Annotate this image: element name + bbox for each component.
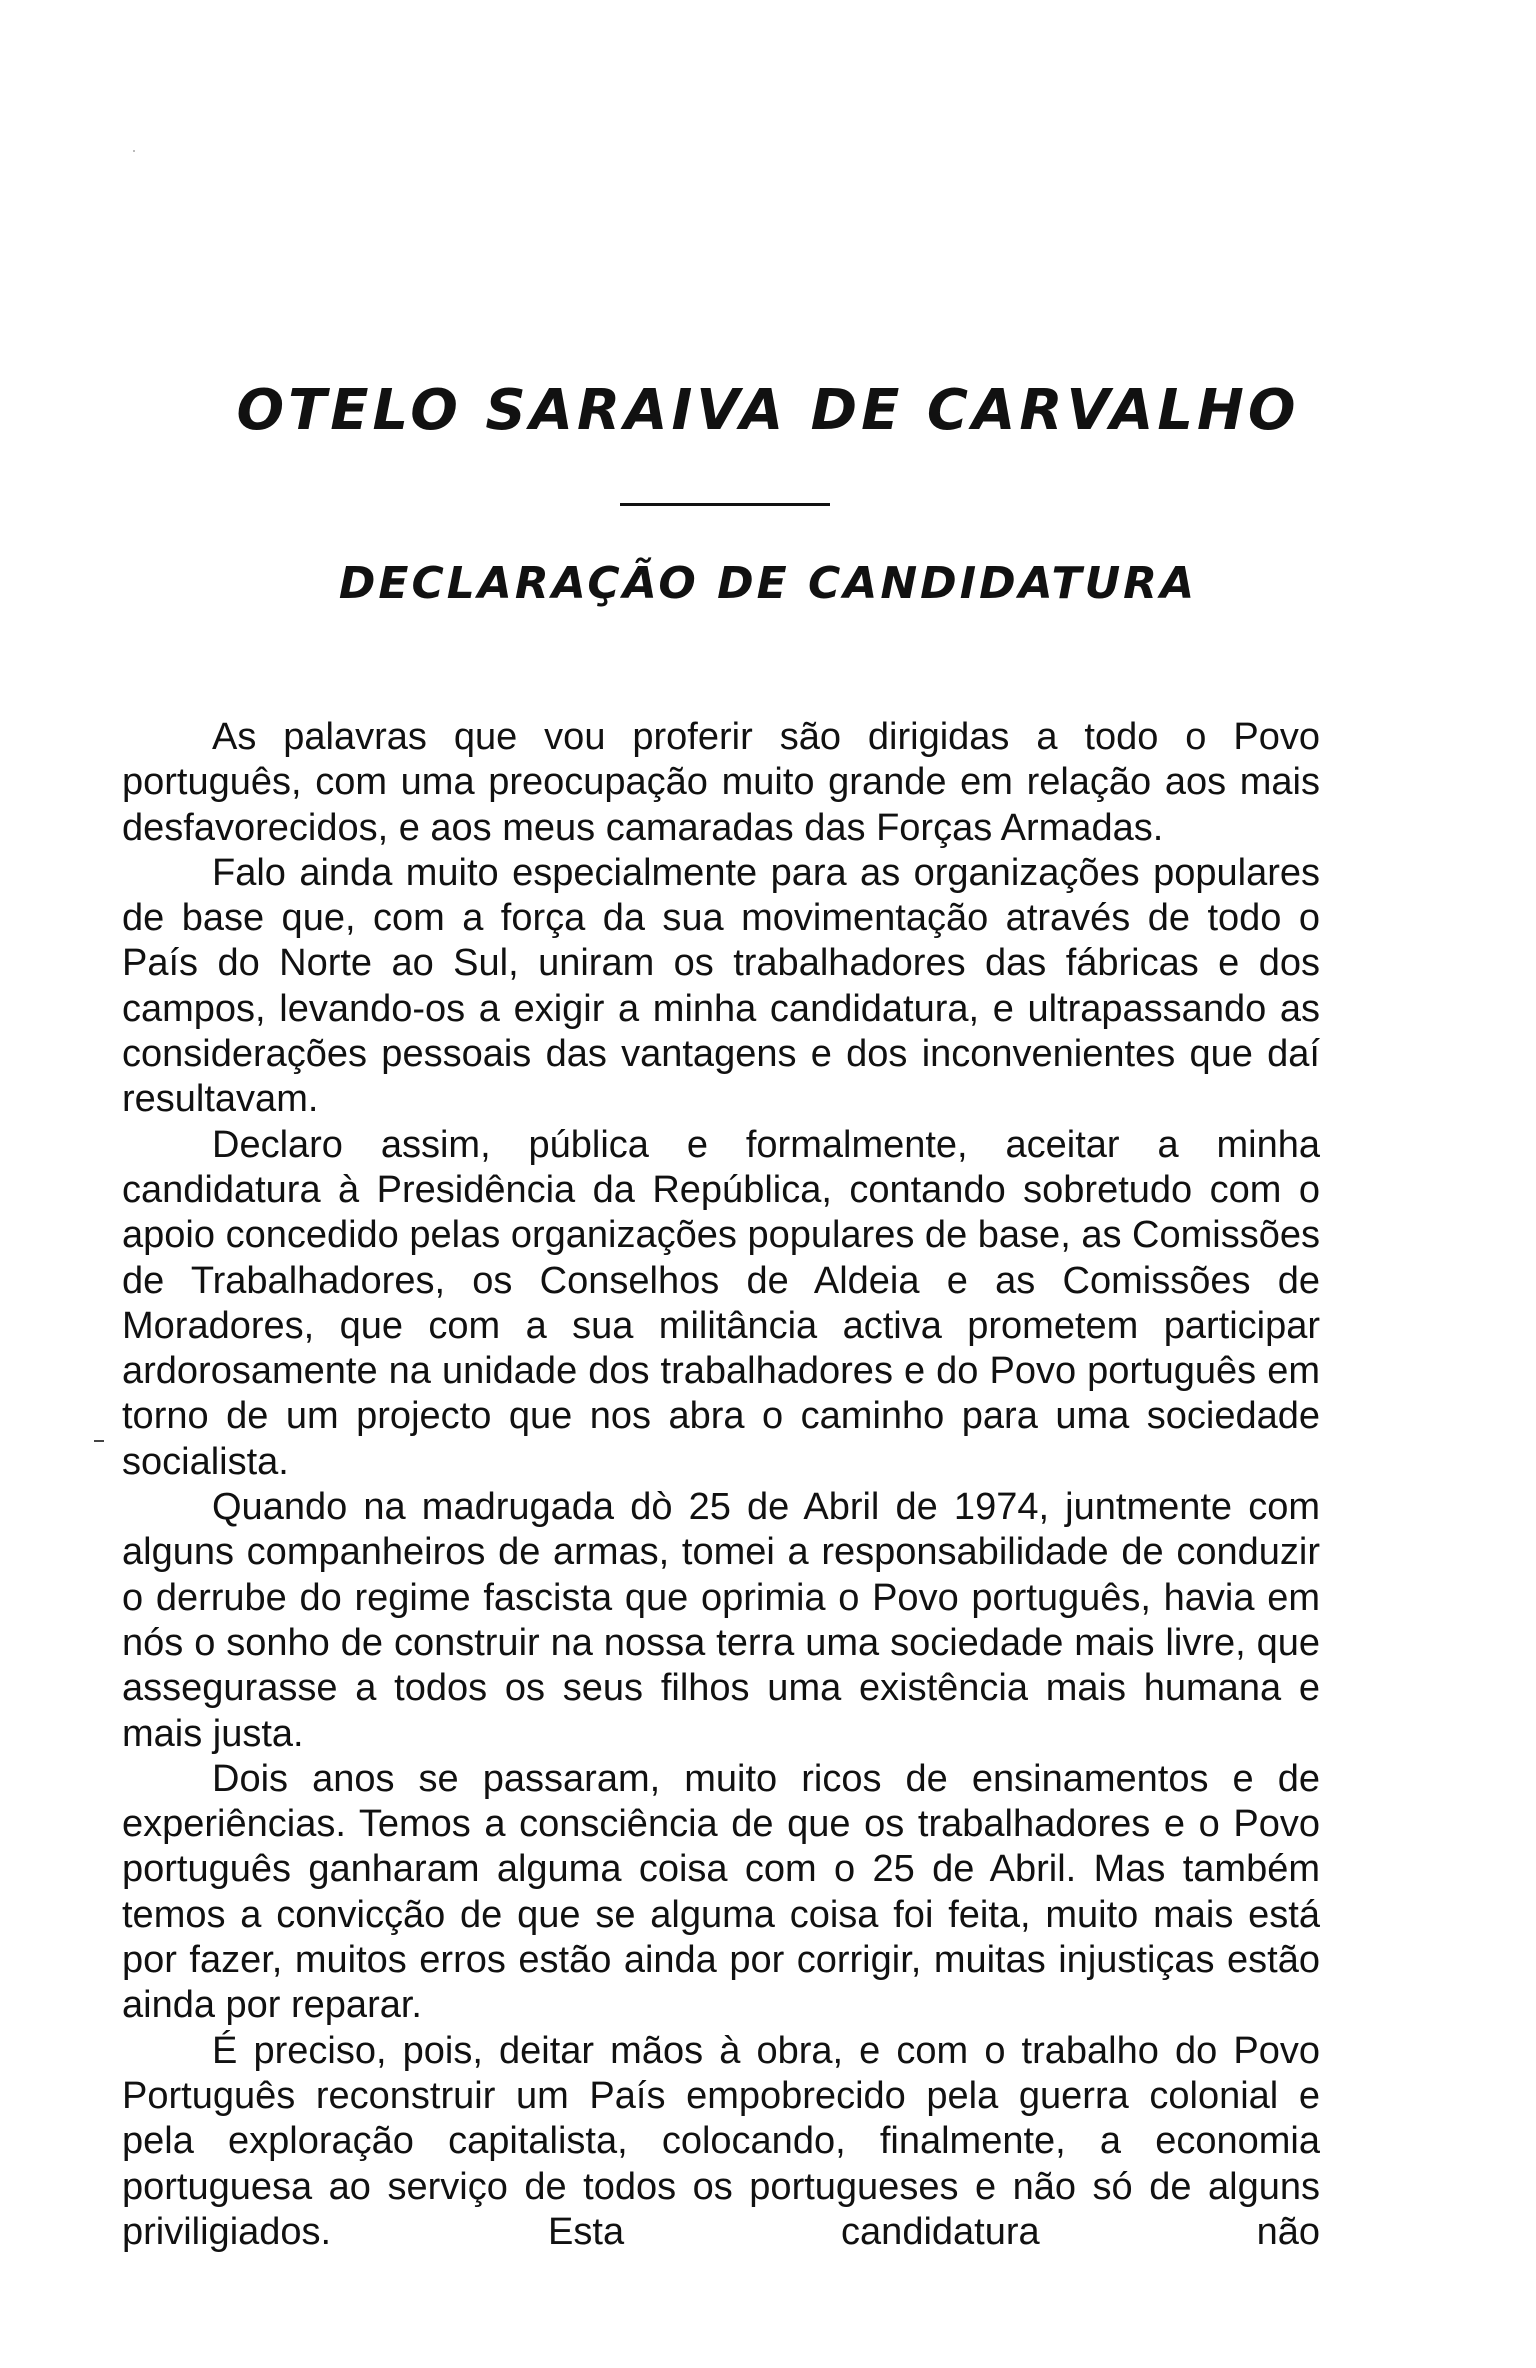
paragraph: As palavras que vou proferir são dirigidas a todo o Povo português, com uma preocupação muito grande em relação aos mais desfavorecidos, e aos meus camaradas das Forças Armadas. (122, 716, 1320, 849)
body-text (122, 715, 1320, 2255)
author-heading: OTELO SARAIVA DE CARVALHO (236, 378, 1300, 443)
scan-speck (133, 150, 135, 152)
paragraph: É preciso, pois, deitar mãos à obra, e com o trabalho do Povo Português reconstruir um País empobrecido pela guerra colonial e pela exploração capitalista, colocando, finalmente, a economia portuguesa ao serviço de todos os portugueses e não só de alguns priviligiados. Esta candidatura não (122, 2029, 1320, 2253)
paragraph: Declaro assim, pública e formalmente, aceitar a minha candidatura à Presidência da República, contando sobretudo com o apoio concedido pelas organizações populares de base, as Comissões de Trabalhadores, os Conselhos de Aldeia e as Comissões de Moradores, que com a sua militância activa prometem participar ardorosamente na unidade dos trabalhadores e do Povo português em torno de um projecto que nos abra o caminho para uma sociedade socialista. (122, 1123, 1320, 1483)
paragraph: Falo ainda muito especialmente para as organizações populares de base que, com a força da sua movimentação através de todo o País do Norte ao Sul, uniram os trabalhadores das fábricas e dos campos, levando-os a exigir a minha candidatura, e ultrapassando as considerações pessoais das vantagens e dos inconvenientes que daí resultavam. (122, 851, 1320, 1121)
paragraph: Quando na madrugada dò 25 de Abril de 1974, juntmente com alguns companheiros de armas, tomei a responsabilidade de conduzir o derrube do regime fascista que oprimia o Povo português, havia em nós o sonho de construir na nossa terra uma sociedade mais livre, que assegurasse a todos os seus filhos uma existência mais humana e mais justa. (122, 1486, 1320, 1755)
title-divider (620, 503, 830, 506)
document-title: DECLARAÇÃO DE CANDIDATURA (338, 558, 1198, 609)
paragraph: Dois anos se passaram, muito ricos de ensinamentos e de experiências. Temos a consciência de que os trabalhadores e o Povo português ganharam alguma coisa com o 25 de Abril. Mas também temos a convicção de que se alguma coisa foi feita, muito mais está por fazer, muitos erros estão ainda por corrigir, muitas injustiças estão ainda por reparar. (122, 1757, 1320, 2027)
margin-mark (94, 1440, 104, 1442)
